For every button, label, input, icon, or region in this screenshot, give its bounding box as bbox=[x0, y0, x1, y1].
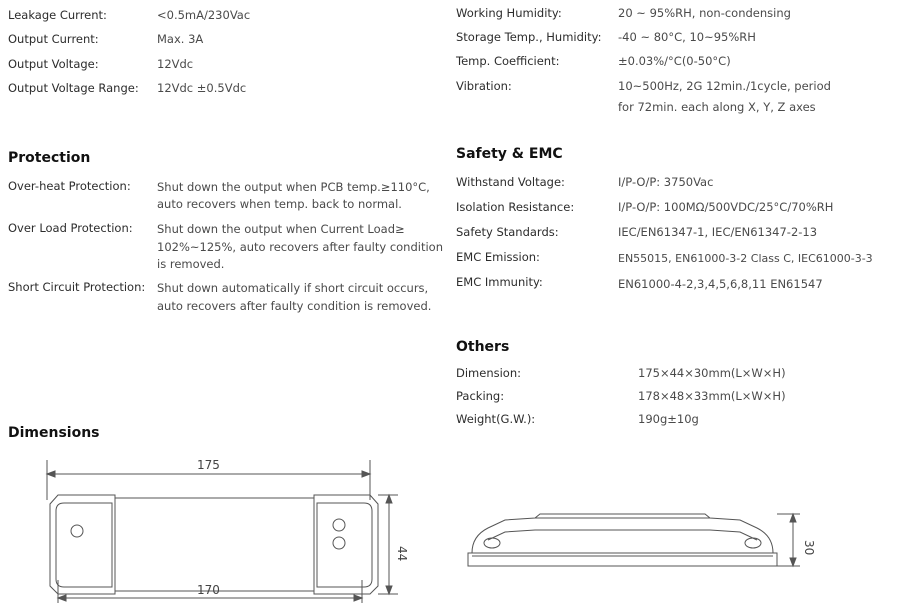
safety-label-withstand-voltage: Withstand Voltage: bbox=[456, 175, 565, 189]
spec-value-working-humidity: 20 ~ 95%RH, non-condensing bbox=[618, 6, 791, 20]
protection-value-over-load-line3: is removed. bbox=[157, 257, 225, 271]
spec-label-output-voltage: Output Voltage: bbox=[8, 57, 99, 71]
others-label-weight: Weight(G.W.): bbox=[456, 412, 536, 426]
spec-value-vibration: 10~500Hz, 2G 12min./1cycle, period bbox=[618, 79, 831, 93]
protection-value-over-load-line1: Shut down the output when Current Load≥ bbox=[157, 222, 405, 236]
safety-label-emc-immunity: EMC Immunity: bbox=[456, 275, 543, 289]
safety-value-emc-emission: EN55015, EN61000-3-2 Class C, IEC61000-3-3 bbox=[618, 252, 873, 265]
others-value-weight: 190g±10g bbox=[638, 412, 699, 426]
spec-value-storage-temp: -40 ~ 80°C, 10~95%RH bbox=[618, 30, 756, 44]
spec-label-output-current: Output Current: bbox=[8, 32, 99, 46]
dimension-length-170: 170 bbox=[197, 583, 220, 597]
dimension-length-175: 175 bbox=[197, 458, 220, 472]
protection-value-over-load-line2: 102%~125%, auto recovers after faulty condition bbox=[157, 240, 443, 254]
safety-emc-heading: Safety & EMC bbox=[456, 146, 563, 162]
protection-label-short-circuit: Short Circuit Protection: bbox=[8, 280, 146, 294]
protection-label-over-heat: Over-heat Protection: bbox=[8, 179, 131, 193]
others-value-packing: 178×48×33mm(L×W×H) bbox=[638, 389, 786, 403]
spec-label-output-voltage-range: Output Voltage Range: bbox=[8, 81, 139, 95]
spec-label-vibration: Vibration: bbox=[456, 79, 512, 93]
spec-value-temp-coefficient: ±0.03%/°C(0-50°C) bbox=[618, 54, 731, 68]
spec-value-output-voltage: 12Vdc bbox=[157, 57, 194, 71]
safety-label-isolation-resistance: Isolation Resistance: bbox=[456, 200, 575, 214]
safety-value-isolation-resistance: I/P-O/P: 100MΩ/500VDC/25°C/70%RH bbox=[618, 200, 834, 214]
protection-value-short-circuit-line2: auto recovers after faulty condition is removed. bbox=[157, 299, 432, 313]
spec-value-vibration-line2: for 72min. each along X, Y, Z axes bbox=[618, 100, 816, 114]
protection-label-over-load: Over Load Protection: bbox=[8, 221, 133, 235]
others-value-dimension: 175×44×30mm(L×W×H) bbox=[638, 366, 786, 380]
dimension-height-30: 30 bbox=[802, 540, 816, 556]
safety-label-safety-standards: Safety Standards: bbox=[456, 225, 559, 239]
spec-label-leakage-current: Leakage Current: bbox=[8, 8, 107, 22]
safety-value-emc-immunity: EN61000-4-2,3,4,5,6,8,11 EN61547 bbox=[618, 277, 823, 291]
dimension-width-44: 44 bbox=[395, 546, 409, 562]
protection-value-over-heat-line1: Shut down the output when PCB temp.≥110°C, bbox=[157, 180, 430, 194]
protection-value-short-circuit-line1: Shut down automatically if short circuit occurs, bbox=[157, 281, 429, 295]
safety-value-withstand-voltage: I/P-O/P: 3750Vac bbox=[618, 175, 714, 189]
others-label-dimension: Dimension: bbox=[456, 366, 522, 380]
spec-value-output-current: Max. 3A bbox=[157, 32, 204, 46]
dimensions-heading: Dimensions bbox=[8, 425, 100, 441]
spec-label-temp-coefficient: Temp. Coefficient: bbox=[456, 54, 560, 68]
spec-value-output-voltage-range: 12Vdc ±0.5Vdc bbox=[157, 81, 247, 95]
safety-label-emc-emission: EMC Emission: bbox=[456, 250, 540, 264]
protection-heading: Protection bbox=[8, 150, 91, 166]
spec-label-storage-temp: Storage Temp., Humidity: bbox=[456, 30, 602, 44]
spec-label-working-humidity: Working Humidity: bbox=[456, 6, 562, 20]
others-label-packing: Packing: bbox=[456, 389, 505, 403]
spec-value-leakage-current: <0.5mA/230Vac bbox=[157, 8, 251, 22]
others-heading: Others bbox=[456, 339, 510, 355]
safety-value-safety-standards: IEC/EN61347-1, IEC/EN61347-2-13 bbox=[618, 225, 818, 239]
protection-value-over-heat-line2: auto recovers when temp. back to normal. bbox=[157, 197, 402, 211]
